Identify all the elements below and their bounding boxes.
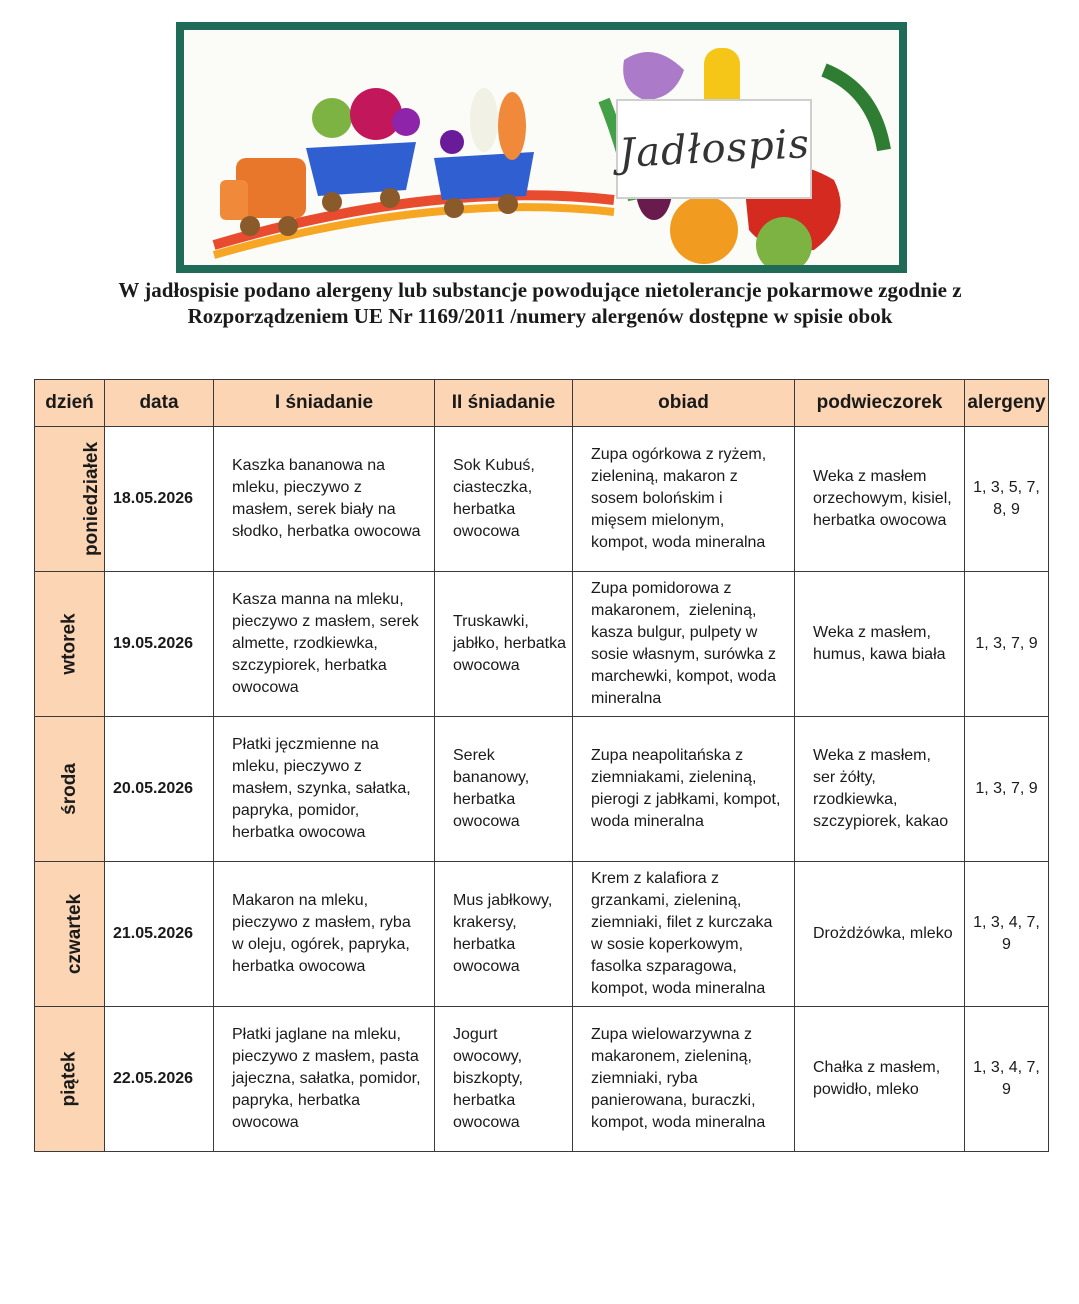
breakfast-2-cell	[435, 427, 573, 572]
cell-line: powidło, mleko	[813, 1081, 919, 1098]
snack-cell	[795, 1007, 965, 1152]
snack-cell	[795, 717, 965, 862]
menu-table	[34, 379, 1049, 1152]
day-label: środa	[58, 762, 80, 815]
cell-line: herbatka	[453, 501, 516, 518]
cell-line: szczypiorek, herbatka	[232, 657, 387, 674]
cell-line: herbatka	[453, 936, 516, 953]
cell-line: owocowa	[232, 1114, 299, 1131]
cell-line: biszkopty,	[453, 1070, 523, 1087]
banner-picture	[184, 30, 899, 265]
lunch-cell	[573, 427, 795, 572]
breakfast-1-cell	[214, 427, 435, 572]
cell-line: herbatka owocowa	[813, 512, 947, 529]
cell-line: Kasza manna na mleku,	[232, 591, 404, 608]
allergens-cell	[965, 572, 1049, 717]
cell-line: jabłko, herbatka	[453, 635, 566, 652]
cell-line: sosie własnym, surówka z	[591, 646, 776, 663]
day-cell	[35, 717, 105, 862]
cell-line: 1, 3, 5, 7,	[973, 479, 1040, 496]
allergens-cell	[965, 427, 1049, 572]
cell-line: Mus jabłkowy,	[453, 892, 553, 909]
cell-line: ciasteczka,	[453, 479, 533, 496]
cell-line: marchewki, kompot, woda	[591, 668, 776, 685]
snack-cell	[795, 572, 965, 717]
breakfast-2-cell	[435, 862, 573, 1007]
cell-line: herbatka owocowa	[232, 824, 366, 841]
breakfast-1-cell	[214, 572, 435, 717]
cell-line: Jogurt	[453, 1026, 498, 1043]
cell-line: mleku, pieczywo z	[232, 758, 362, 775]
cell-line: 9	[1002, 1081, 1011, 1098]
header-lunch: obiad	[573, 380, 795, 427]
day-label: poniedziałek	[81, 441, 103, 556]
cell-line: herbatka owocowa	[232, 958, 366, 975]
cell-line: Zupa ogórkowa z ryżem,	[591, 446, 767, 463]
cell-line: w sosie koperkowym,	[591, 936, 744, 953]
table-header-row	[35, 380, 1049, 427]
cell-line: owocowy,	[453, 1048, 523, 1065]
header-snack: podwieczorek	[795, 380, 965, 427]
breakfast-2-cell	[435, 717, 573, 862]
cell-line: pieczywo z masłem, pasta	[232, 1048, 419, 1065]
breakfast-2-cell	[435, 572, 573, 717]
cell-line: Weka z masłem	[813, 468, 927, 485]
cell-line: makaronem, zieleniną,	[591, 1048, 752, 1065]
cell-line: pieczywo z masłem, ryba	[232, 914, 411, 931]
cell-line: Płatki jaglane na mleku,	[232, 1026, 401, 1043]
cell-line: 1, 3, 4, 7,	[973, 914, 1040, 931]
cell-line: 1, 3, 4, 7,	[973, 1059, 1040, 1076]
allergen-notice-line-2: Rozporządzeniem UE Nr 1169/2011 /numery alergenów dostępne w spisie obok	[187, 304, 893, 328]
cell-line: humus, kawa biała	[813, 646, 946, 663]
cell-line: mięsem mielonym,	[591, 512, 725, 529]
table-row	[35, 717, 1049, 862]
cell-line: kompot, woda mineralna	[591, 980, 766, 997]
cell-line: Płatki jęczmienne na	[232, 736, 379, 753]
header-breakfast-2: II śniadanie	[435, 380, 573, 427]
day-label: wtorek	[58, 612, 80, 675]
breakfast-1-cell	[214, 1007, 435, 1152]
cell-line: krakersy,	[453, 914, 517, 931]
cell-line: herbatka	[453, 791, 516, 808]
cell-line: orzechowym, kisiel,	[813, 490, 952, 507]
cell-line: papryka, herbatka	[232, 1092, 361, 1109]
date-cell: 18.05.2026	[105, 427, 214, 572]
cell-line: owocowa	[453, 958, 520, 975]
cell-line: makaronem, zieleniną,	[591, 602, 757, 619]
cell-line: grzankami, zieleniną,	[591, 892, 742, 909]
header-breakfast-1: I śniadanie	[214, 380, 435, 427]
breakfast-1-cell	[214, 717, 435, 862]
cell-line: pierogi z jabłkami, kompot,	[591, 791, 781, 808]
menu-body	[35, 427, 1049, 1152]
day-cell	[35, 862, 105, 1007]
cell-line: Krem z kalafiora z	[591, 870, 720, 887]
cell-line: 1, 3, 7, 9	[975, 635, 1038, 652]
cell-line: papryka, pomidor,	[232, 802, 360, 819]
cell-line: bananowy,	[453, 769, 530, 786]
cell-line: 9	[1002, 936, 1011, 953]
snack-cell	[795, 862, 965, 1007]
cell-line: sosem bolońskim i	[591, 490, 723, 507]
lunch-cell	[573, 717, 795, 862]
cell-line: owocowa	[453, 813, 520, 830]
allergens-cell	[965, 1007, 1049, 1152]
day-cell	[35, 572, 105, 717]
header-allergens: alergeny	[965, 380, 1049, 427]
cell-line: panierowana, buraczki,	[591, 1092, 756, 1109]
cell-line: zieleniną, makaron z	[591, 468, 738, 485]
cell-line: Drożdżówka, mleko	[813, 925, 953, 942]
header-day: dzień	[35, 380, 105, 427]
day-label: czwartek	[64, 893, 86, 974]
table-row	[35, 572, 1049, 717]
cell-line: ser żółty,	[813, 769, 876, 786]
cell-line: w oleju, ogórek, papryka,	[232, 936, 410, 953]
table-row	[35, 1007, 1049, 1152]
cell-line: kasza bulgur, pulpety w	[591, 624, 758, 641]
cell-line: Zupa pomidorowa z	[591, 580, 732, 597]
table-row	[35, 427, 1049, 572]
cell-line: masłem, serek biały na	[232, 501, 396, 518]
cell-line: owocowa	[453, 1114, 520, 1131]
breakfast-2-cell	[435, 1007, 573, 1152]
cell-line: ziemniaki, ryba	[591, 1070, 698, 1087]
cell-line: 1, 3, 7, 9	[975, 780, 1038, 797]
header-date: data	[105, 380, 214, 427]
cell-line: 8, 9	[993, 501, 1020, 518]
cell-line: mleku, pieczywo z	[232, 479, 362, 496]
date-cell: 19.05.2026	[105, 572, 214, 717]
day-label: piątek	[58, 1051, 80, 1106]
breakfast-1-cell	[214, 862, 435, 1007]
cell-line: ziemniakami, zieleniną,	[591, 769, 757, 786]
day-cell	[35, 427, 105, 572]
cell-line: masłem, szynka, sałatka,	[232, 780, 411, 797]
cell-line: Chałka z masłem,	[813, 1059, 941, 1076]
menu-banner	[176, 22, 907, 273]
cell-line: kompot, woda mineralna	[591, 534, 766, 551]
table-row	[35, 862, 1049, 1007]
cell-line: Kaszka bananowa na	[232, 457, 385, 474]
cell-line: Zupa neapolitańska z	[591, 747, 744, 764]
logo-text: Jadłospis	[617, 121, 811, 177]
cell-line: fasolka szparagowa,	[591, 958, 737, 975]
cell-line: woda mineralna	[591, 813, 704, 830]
cell-line: jajeczna, sałatka, pomidor,	[232, 1070, 421, 1087]
date-cell: 21.05.2026	[105, 862, 214, 1007]
cell-line: owocowa	[453, 657, 520, 674]
allergen-notice	[40, 277, 1040, 329]
cell-line: rzodkiewka,	[813, 791, 898, 808]
cell-line: Zupa wielowarzywna z	[591, 1026, 752, 1043]
cell-line: almette, rzodkiewka,	[232, 635, 378, 652]
allergens-cell	[965, 717, 1049, 862]
cell-line: Sok Kubuś,	[453, 457, 535, 474]
logo-card	[616, 99, 812, 199]
cell-line: mineralna	[591, 690, 662, 707]
cell-line: owocowa	[453, 523, 520, 540]
cell-line: kompot, woda mineralna	[591, 1114, 766, 1131]
cell-line: Makaron na mleku,	[232, 892, 369, 909]
day-cell	[35, 1007, 105, 1152]
lunch-cell	[573, 1007, 795, 1152]
snack-cell	[795, 427, 965, 572]
cell-line: szczypiorek, kakao	[813, 813, 949, 830]
allergens-cell	[965, 862, 1049, 1007]
date-cell: 22.05.2026	[105, 1007, 214, 1152]
cell-line: Truskawki,	[453, 613, 529, 630]
lunch-cell	[573, 862, 795, 1007]
cell-line: herbatka	[453, 1092, 516, 1109]
cell-line: owocowa	[232, 679, 299, 696]
cell-line: ziemniaki, filet z kurczaka	[591, 914, 773, 931]
cell-line: pieczywo z masłem, serek	[232, 613, 419, 630]
allergen-notice-line-1: W jadłospisie podano alergeny lub substancje powodujące nietolerancje pokarmowe zgodnie z	[118, 278, 962, 302]
cell-line: słodko, herbatka owocowa	[232, 523, 421, 540]
lunch-cell	[573, 572, 795, 717]
date-cell: 20.05.2026	[105, 717, 214, 862]
cell-line: Weka z masłem,	[813, 747, 931, 764]
cell-line: Weka z masłem,	[813, 624, 931, 641]
cell-line: Serek	[453, 747, 495, 764]
